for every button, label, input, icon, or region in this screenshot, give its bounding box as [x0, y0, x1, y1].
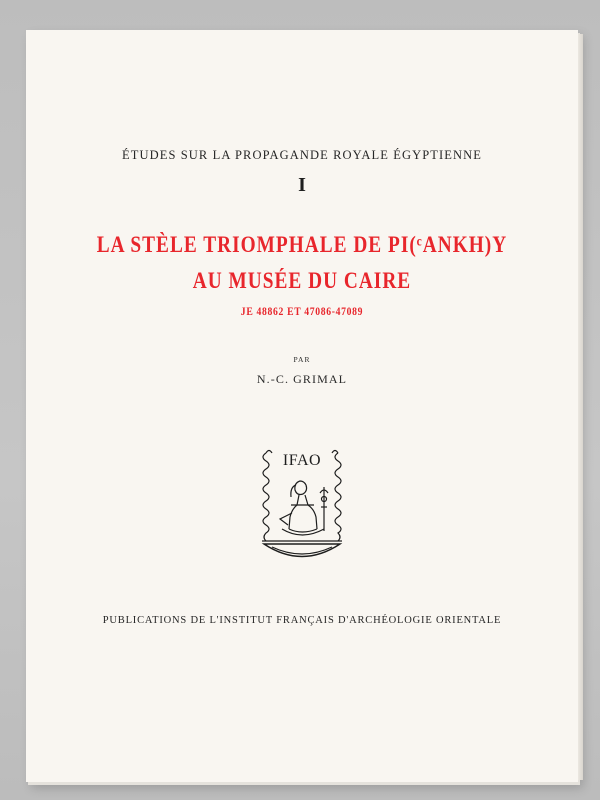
- ifao-logo: [252, 447, 352, 565]
- author-name: N.-C. GRIMAL: [256, 372, 348, 386]
- volume-number: I: [298, 174, 306, 196]
- book-cover: [26, 30, 578, 782]
- publisher-line: PUBLICATIONS DE L'INSTITUT FRANÇAIS D'ARCHÉOLOGIE ORIENTALE: [102, 615, 502, 626]
- catalog-number-line: JE 48862 ET 47086-47089: [240, 306, 364, 318]
- series-title: ÉTUDES SUR LA PROPAGANDE ROYALE ÉGYPTIENNE: [122, 148, 482, 162]
- logo-text: IFAO: [282, 452, 322, 469]
- main-title-line-1: LA STÈLE TRIOMPHALE DE PI(ᶜANKH)Y: [96, 232, 508, 257]
- by-label: PAR: [293, 355, 311, 364]
- main-title-line-2: AU MUSÉE DU CAIRE: [192, 268, 412, 293]
